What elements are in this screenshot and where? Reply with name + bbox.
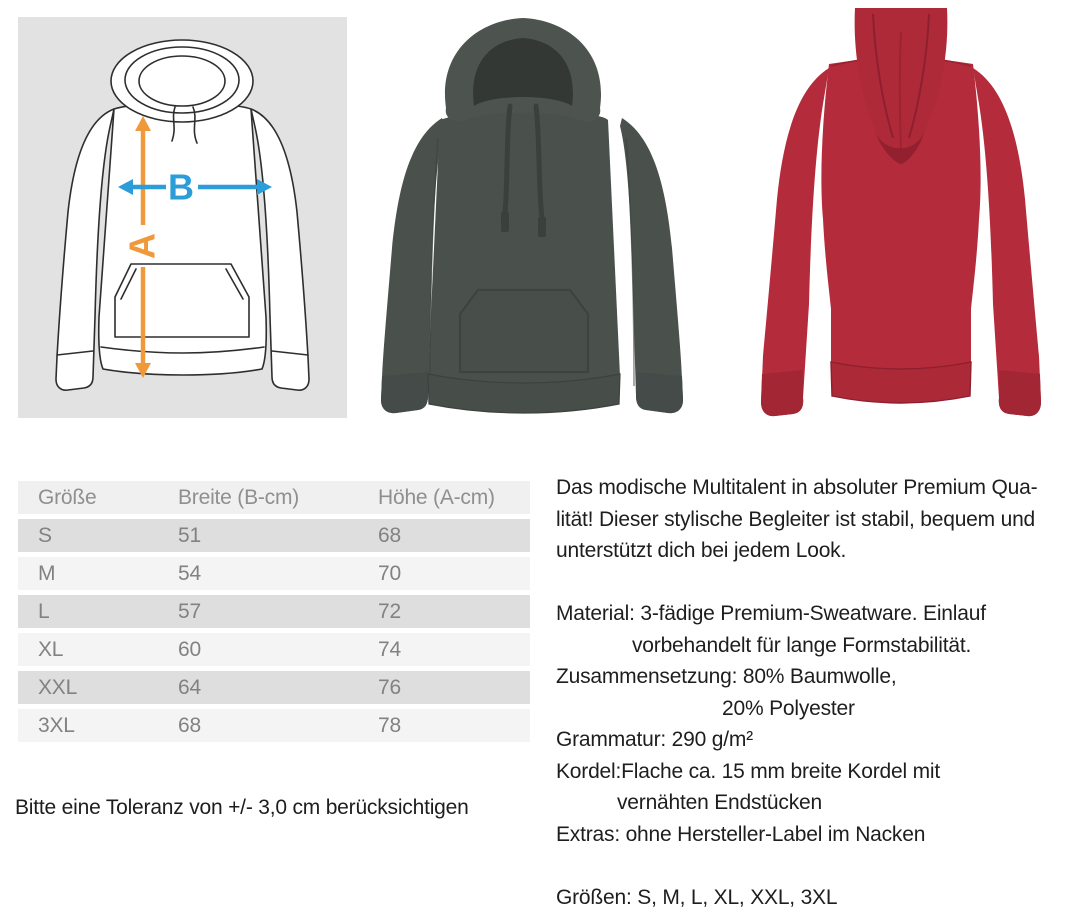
description-blank-line: [556, 567, 1080, 599]
table-row: [18, 633, 530, 666]
back-left-sleeve: [761, 68, 829, 416]
cell-size: 3XL: [38, 713, 75, 737]
cell-height: 68: [378, 523, 401, 547]
front-drawstring-aglet-left: [501, 212, 509, 232]
cell-width: 57: [178, 599, 201, 623]
description-line: vorbehandelt für lange Formstabilität.: [632, 633, 972, 657]
front-right-sleeve: [620, 118, 683, 413]
cell-width: 60: [178, 637, 201, 661]
size-table-header-row: [18, 481, 530, 514]
hoodie-front-illustration: [358, 8, 706, 416]
size-diagram: [18, 17, 347, 418]
cell-width: 51: [178, 523, 201, 547]
cell-height: 76: [378, 675, 401, 699]
back-right-cuff: [999, 370, 1041, 416]
back-left-cuff: [761, 370, 803, 416]
tolerance-note: Bitte eine Toleranz von +/- 3,0 cm berücksichtigen: [15, 796, 469, 819]
front-left-cuff: [381, 372, 428, 413]
description-line: vernähten Endstücken: [617, 791, 822, 814]
table-row: [18, 557, 530, 590]
size-diagram-illustration: [18, 17, 347, 418]
table-row: [18, 519, 530, 552]
width-label-b: B: [168, 166, 194, 208]
cell-height: 78: [378, 713, 401, 737]
description-line-sizes: Größen: S, M, L, XL, XXL, 3XL: [556, 885, 838, 909]
column-header-size: Größe: [38, 485, 97, 509]
description-line: Das modische Multitalent in absoluter Premium Qua-: [556, 476, 1038, 499]
table-row: [18, 671, 530, 704]
cell-size: M: [38, 561, 56, 585]
description-line-weight: Grammatur: 290 g/m²: [556, 728, 753, 751]
front-kangaroo-pocket: [460, 290, 588, 372]
description-line: unterstützt dich bei jedem Look.: [556, 539, 847, 562]
table-row: [18, 709, 530, 742]
back-right-sleeve: [973, 68, 1041, 416]
description-blank-line: [556, 850, 1080, 882]
column-header-height: Höhe (A-cm): [378, 485, 495, 509]
product-description: [556, 472, 1080, 913]
cell-width: 64: [178, 675, 201, 699]
description-line-composition: Zusammensetzung: 80% Baumwolle,: [556, 665, 897, 688]
cell-height: 74: [378, 637, 401, 661]
cell-height: 72: [378, 599, 401, 623]
product-photo-front: [358, 8, 706, 416]
cell-size: XL: [38, 637, 64, 661]
cell-size: XXL: [38, 675, 78, 699]
description-line: lität! Dieser stylische Begleiter ist stabil, bequem und: [556, 507, 1036, 531]
size-table: [18, 481, 530, 747]
column-header-width: Breite (B-cm): [178, 485, 300, 509]
hoodie-back-illustration: [733, 4, 1069, 418]
cell-size: S: [38, 523, 52, 547]
description-line-cord: Kordel:Flache ca. 15 mm breite Kordel mit: [556, 759, 940, 783]
cell-height: 70: [378, 561, 401, 585]
front-drawstring-aglet-right: [538, 217, 546, 237]
description-line-material: Material: 3-fädige Premium-Sweatware. Einlauf: [556, 602, 986, 625]
table-row: [18, 595, 530, 628]
description-line-extras: Extras: ohne Hersteller-Label im Nacken: [556, 822, 926, 846]
product-photo-back: [733, 4, 1069, 418]
height-label-a: A: [121, 233, 163, 259]
front-right-cuff: [636, 372, 683, 413]
cell-width: 68: [178, 713, 201, 737]
description-line: 20% Polyester: [722, 696, 855, 720]
hood-inner-ring: [139, 56, 225, 106]
cell-size: L: [38, 599, 50, 623]
cell-width: 54: [178, 561, 201, 585]
